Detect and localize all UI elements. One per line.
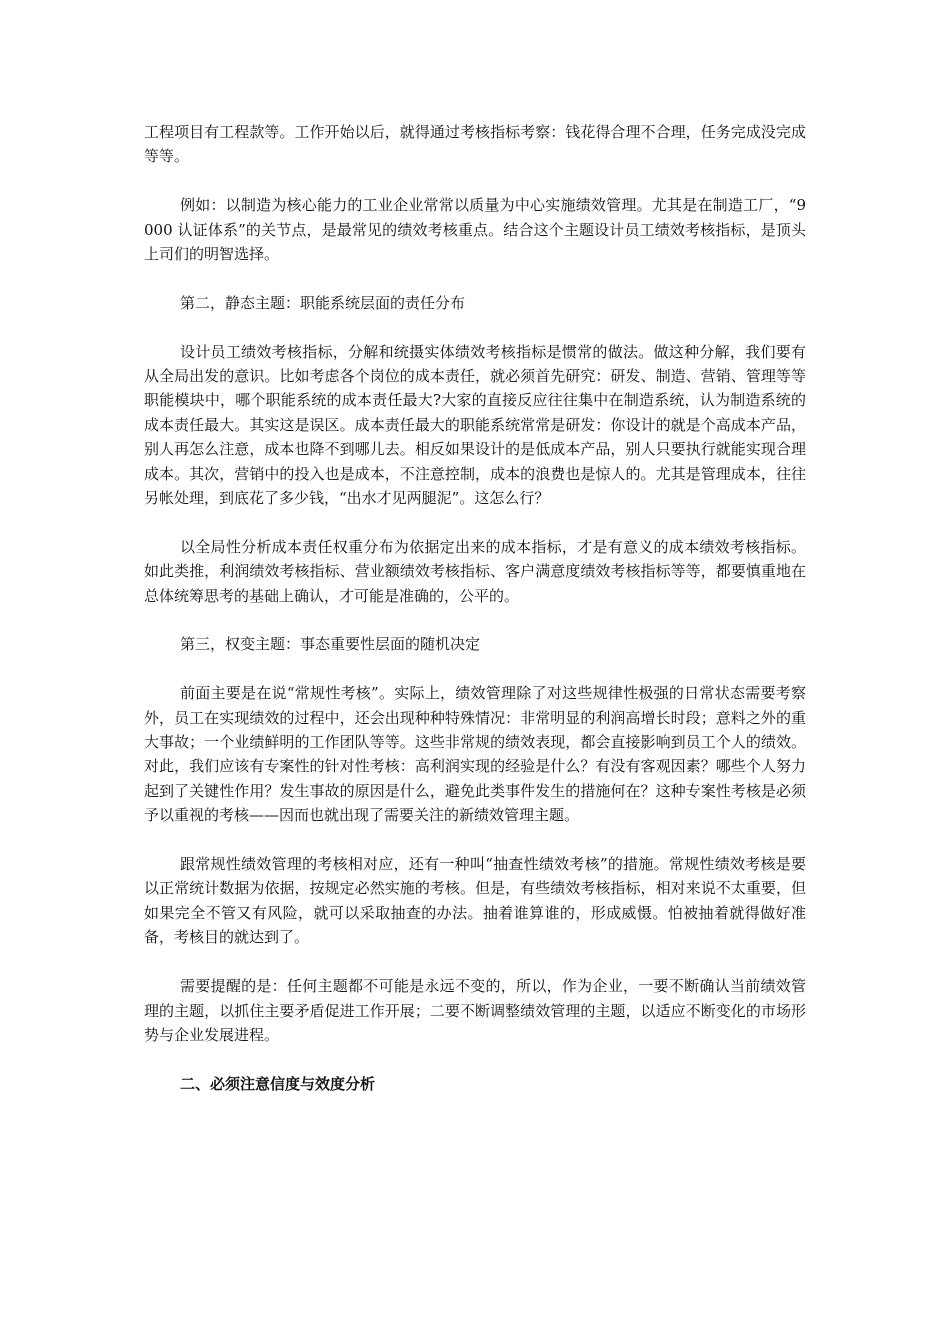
subheading-static-theme: 第二，静态主题：职能系统层面的责任分布 (180, 293, 466, 312)
paragraph-reminder: 需要提醒的是：任何主题都不可能是永远不变的，所以，作为企业，一要不断确认当前绩效管理的主题，以抓住主要矛盾促进工作开展；二要不断调整绩效管理的主题，以适应不断变化的市场形势与企业发展进程。 (144, 977, 806, 1044)
paragraph-global-analysis: 以全局性分析成本责任权重分布为依据定出来的成本指标，才是有意义的成本绩效考核指标。如此类推，利润绩效考核指标、营业额绩效考核指标、客户满意度绩效考核指标等等，都要慎重地在总体统筹思考的基础上确认，才可能是准确的，公平的。 (144, 537, 806, 605)
paragraph-routine-assessment: 前面主要是在说“常规性考核”。实际上，绩效管理除了对这些规律性极强的日常状态需要考察外，员工在实现绩效的过程中，还会出现种种特殊情况：非常明显的利润高增长时段；意料之外的重大事故；一个业绩鲜明的工作团队等等。这些非常规的绩效表现，都会直接影响到员工个人的绩效。对此，我们应该有专案性的针对性考核：高利润实现的经验是什么？有没有客观因素？哪些个人努力起到了关键性作用？发生事故的原因是什么，避免此类事件发生的措施何在？这种专案性考核是必须予以重视的考核——因而也就出现了需要关注的新绩效管理主题。 (144, 684, 806, 825)
paragraph-example: 例如：以制造为核心能力的工业企业常常以质量为中心实施绩效管理。尤其是在制造工厂，“9000 认证体系”的关节点，是最常见的绩效考核重点。结合这个主题设计员工绩效考核指标，是顶头上司们的明智选择。 (144, 196, 806, 264)
subheading-contingency-theme: 第三，权变主题：事态重要性层面的随机决定 (180, 635, 481, 654)
paragraph-cost-responsibility: 设计员工绩效考核指标，分解和统摄实体绩效考核指标是惯常的做法。做这种分解，我们要有从全局出发的意识。比如考虑各个岗位的成本责任，就必须首先研究：研发、制造、营销、管理等等职能模块中，哪个职能系统的成本责任最大?大家的直接反应往往集中在制造系统，认为制造系统的成本责任最大。其实这是误区。成本责任最大的职能系统常常是研发：你设计的就是个高成本产品，别人再怎么注意，成本也降不到哪儿去。相反如果设计的是低成本产品，别人只要执行就能实现合理成本。其次，营销中的投入也是成本，不注意控制，成本的浪费也是惊人的。尤其是管理成本，往往另帐处理，到底花了多少钱，“出水才见两腿泥”。这怎么行？ (144, 342, 806, 508)
paragraph-spot-check: 跟常规性绩效管理的考核相对应，还有一种叫“抽查性绩效考核”的措施。常规性绩效考核是要以正常统计数据为依据，按规定必然实施的考核。但是，有些绩效考核指标，相对来说不太重要，但如果完全不管又有风险，就可以采取抽查的办法。抽着谁算谁的，形成威慑。怕被抽着就得做好准备，考核目的就达到了。 (144, 855, 806, 947)
section-heading: 二、必须注意信度与效度分析 (180, 1074, 376, 1093)
document-page (144, 120, 806, 1121)
paragraph-continuation: 工程项目有工程款等。工作开始以后，就得通过考核指标考察：钱花得合理不合理，任务完成没完成等等。 (144, 123, 806, 166)
